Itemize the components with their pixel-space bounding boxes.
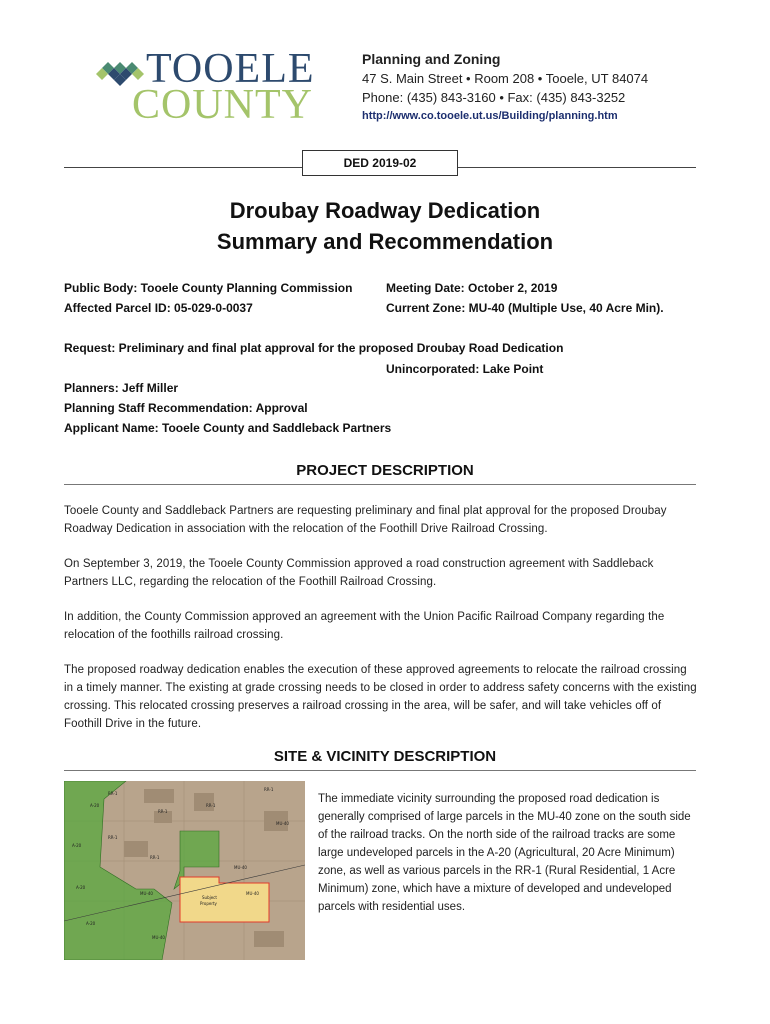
map-label: MU-40	[152, 935, 165, 940]
document-subtitle: Summary and Recommendation	[216, 229, 554, 254]
map-label: A-20	[86, 921, 96, 926]
current-zone: Current Zone: MU-40 (Multiple Use, 40 Acre Min).	[386, 301, 664, 315]
meeting-date: Meeting Date: October 2, 2019	[386, 281, 558, 295]
paragraph: In addition, the County Commission approved an agreement with the Union Pacific Railroad Company regarding the relocation of the foothills railroad crossing.	[64, 611, 665, 641]
file-number-box: DED 2019-02	[302, 150, 458, 176]
map-label: RR-1	[264, 787, 274, 792]
paragraph: On September 3, 2019, the Tooele County Commission approved a road construction agreement with Saddleback Partners LLC, regarding the relocation of the Foothill Railroad Crossing.	[64, 558, 654, 588]
map-label: MU-40	[246, 891, 259, 896]
paragraph: The proposed roadway dedication enables the execution of these approved agreements to relocate the railroad crossing in a timely manner. The existing at grade crossing needs to be closed in order to address safety concerns with the existing crossing. This relocated crossing preserves a railroad crossing in the area, will be safer, and will take vehicles off of Foothill Drive in the future.	[64, 664, 697, 730]
logo-text-tooele: TOOELE	[146, 46, 315, 92]
section-heading-site-vicinity: SITE & VICINITY DESCRIPTION	[273, 748, 497, 765]
contact-block	[362, 50, 648, 126]
map-label: RR-1	[158, 809, 168, 814]
website-link[interactable]: http://www.co.tooele.ut.us/Building/planning.htm	[362, 110, 618, 122]
map-label: RR-1	[206, 803, 216, 808]
staff-recommendation: Planning Staff Recommendation: Approval	[64, 401, 308, 415]
map-label: MU-40	[276, 821, 289, 826]
public-body: Public Body: Tooele County Planning Commission	[64, 281, 353, 295]
map-label: MU-40	[234, 865, 247, 870]
paragraph: Tooele County and Saddleback Partners are requesting preliminary and final plat approval for the proposed Droubay Roadway Dedication in association with the relocation of the Foothill Drive Railroad Crossing.	[64, 505, 667, 535]
map-label: A-20	[76, 885, 86, 890]
vicinity-zoning-map	[64, 781, 305, 960]
phone-fax: Phone: (435) 843-3160 • Fax: (435) 843-3252	[362, 90, 626, 105]
map-label: Subject	[202, 895, 217, 900]
request: Request: Preliminary and final plat approval for the proposed Droubay Road Dedication	[64, 341, 564, 355]
map-label: RR-1	[150, 855, 160, 860]
map-label: A-20	[90, 803, 100, 808]
location: Unincorporated: Lake Point	[386, 362, 544, 376]
section-heading-project-description: PROJECT DESCRIPTION	[296, 462, 474, 479]
site-vicinity-text: The immediate vicinity surrounding the proposed road dedication is generally comprised of large parcels in the MU-40 zone on the south side of the railroad tracks. On the north side of the railroad tracks are some large undeveloped parcels in the A-20 (Agricultural, 20 Acre Minimum) zone, as well as various parcels in the RR-1 (Rural Residential, 1 Acre Minimum) zone, which have a mixture of developed and undeveloped parcels with residential uses.	[318, 793, 691, 913]
document-title: Droubay Roadway Dedication	[229, 198, 541, 223]
logo-text-county: COUNTY	[132, 82, 313, 128]
applicant-name: Applicant Name: Tooele County and Saddleback Partners	[64, 421, 392, 435]
department-name: Planning and Zoning	[362, 51, 501, 67]
map-label: MU-40	[140, 891, 153, 896]
map-label: Property	[200, 901, 217, 906]
address: 47 S. Main Street • Room 208 • Tooele, UT 84074	[362, 71, 649, 86]
map-label: A-20	[72, 843, 82, 848]
map-label: RR-1	[108, 791, 118, 796]
planners: Planners: Jeff Miller	[64, 381, 179, 395]
parcel-id: Affected Parcel ID: 05-029-0-0037	[64, 301, 253, 315]
map-label: RR-1	[108, 835, 118, 840]
county-logo	[96, 46, 336, 128]
section-rule	[64, 770, 696, 771]
divider-right	[458, 167, 696, 168]
section-rule	[64, 484, 696, 485]
divider-left	[64, 167, 302, 168]
